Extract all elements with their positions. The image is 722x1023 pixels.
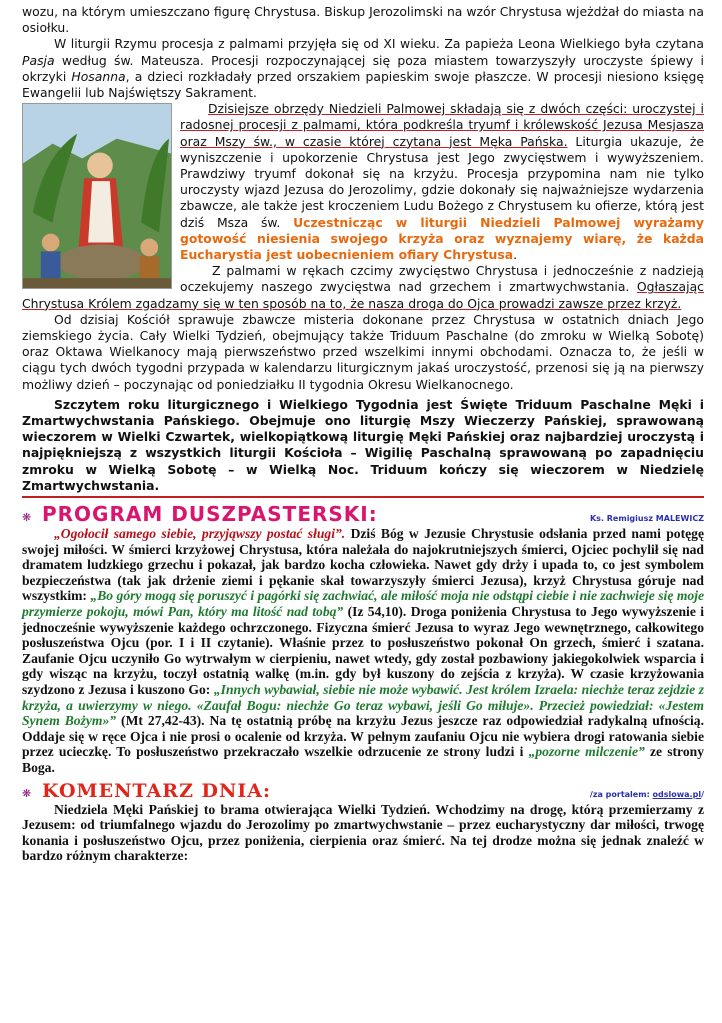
quote-2: „Bo góry mogą się poruszyć i pagórki się zachwiać, ale miłość moja nie odstąpi ciebie i nie zachwieje się moje przymierze pokoju, mówi Pan, który ma litość nad tobą” bbox=[22, 588, 704, 620]
diamond-cross-icon: ❋ bbox=[22, 511, 32, 525]
quote-3: „Innych wybawiał, siebie nie może wybawić. Jest królem Izraela: niechże teraz zejdzie z krzyża, a uwierzymy w niego. «Zaufał Bogu: niechże Go teraz wybawi, jeśli Go miłuje». Przecież powiedział: «Jestem Synem Bożym»” bbox=[22, 682, 704, 729]
diamond-cross-icon: ❋ bbox=[22, 786, 32, 800]
program-header bbox=[22, 502, 704, 526]
quote-1: „Ogołocił samego siebie, przyjąwszy postać sługi”. bbox=[54, 526, 346, 542]
underlined-sentence: Ogłaszając Chrystusa Królem zgadzamy się w ten sposób na to, że nasza droga do Ojca prowadzi zawsze przez krzyż. bbox=[22, 279, 704, 311]
paragraph-1: wozu, na którym umieszczano figurę Chrystusa. Biskup Jerozolimski na wzór Chrystusa wjeżdżał do miasta na osiołku. bbox=[22, 4, 704, 36]
source-link[interactable]: odslowa.pl bbox=[652, 789, 702, 799]
underlined-summary: Dzisiejsze obrzędy Niedzieli Palmowej składają się z dwóch części: uroczystej i radosnej procesji z palmami, która podkreśla tryumf i królewskość Jezusa Mesjasza oraz Mszy św., w czasie której czytana jest Męka Pańska. bbox=[180, 101, 704, 149]
palm-sunday-illustration bbox=[22, 103, 172, 289]
program-author: Ks. Remigiusz MALEWICZ bbox=[589, 514, 704, 524]
paragraph-2: W liturgii Rzymu procesja z palmami przyjęła się od XI wieku. Za papieża Leona Wielkiego była czytana Pasja według św. Mateusza. Procesji rozpoczynającej się poza miastem towarzyszyły uroczyste śpiewy i okrzyki Hosanna, a dzieci rozkładały przed orszakiem papieskim swoje płaszcze. W procesji niesiono księgę Ewangelii lub Najświętszy Sakrament. bbox=[22, 36, 704, 101]
paragraph-5: Od dzisiaj Kościół sprawuje zbawcze misteria dokonane przez Chrystusa w ostatnich dniach Jego ziemskiego życia. Cały Wielki Tydzień, obejmujący także Triduum Paschalne (do zmroku w Wielką Sobotę) oraz Oktawa Wielkanocy mają pierwszeństwo przed wszelkimi innymi obchodami. Oznacza to, że jeśli w ciągu tych dwóch tygodni przypada w kalendarzu liturgicznym jakaś uroczystość, przenosi się ją na pierwszy możliwy dzień – poczynając od poniedziałku II tygodnia Okresu Wielkanocnego. bbox=[22, 311, 704, 392]
komentarz-header bbox=[22, 780, 704, 802]
paragraph-3: Dzisiejsze obrzędy Niedzieli Palmowej składają się z dwóch części: uroczystej i radosnej procesji z palmami, która podkreśla tryumf i królewskość Jezusa Mesjasza oraz Mszy św., w czasie której czytana jest Męka Pańska. Liturgia ukazuje, że wyniszczenie i upokorzenie Chrystusa jest Jego zwycięstwem i wywyższeniem. Prawdziwy tryumf dokonał się na krzyżu. Procesja przypomina nam nie tylko uroczysty wjazd Jezusa do Jerozolimy, gdzie dokonały się najważniejsze wydarzenia zbawcze, ale także jest kroczeniem Ludu Bożego z Chrystusem ku ofierze, którą jest dziś Msza św. Uczestnicząc w liturgii Niedzieli Palmowej wyrażamy gotowość niesienia swojego krzyża oraz wyznajemy wiarę, że każda Eucharystia jest uobecnieniem ofiary Chrystusa. bbox=[22, 101, 704, 263]
paragraph-triduum: Szczytem roku liturgicznego i Wielkiego Tygodnia jest Święte Triduum Paschalne Męki i Zmartwychwstania Pańskiego. Obejmuje ono liturgię Mszy Wieczerzy Pańskiej, sprawowaną wieczorem w Wielki Czwartek, wielkopiątkową liturgię Męki Pańskiej oraz najbardziej uroczystą i najpiękniejszą z wszystkich liturgii Kościoła – Wigilię Paschalną sprawowaną po zapadnięciu zmroku w Wielką Sobotę – w Wielką Noc. Triduum kończy się wieczorem w Niedzielę Zmartwychwstania. bbox=[22, 396, 704, 493]
komentarz-title: KOMENTARZ DNIA: bbox=[42, 779, 272, 802]
paragraph-4: Z palmami w rękach czcimy zwycięstwo Chrystusa i jednocześnie z nadzieją oczekujemy naszego zwycięstwa nad grzechem i zmartwychwstania. Ogłaszając Chrystusa Królem zgadzamy się w ten sposób na to, że nasza droga do Ojca prowadzi zawsze przez krzyż. bbox=[22, 263, 704, 311]
highlight-orange: Uczestnicząc w liturgii Niedzieli Palmowej wyrażamy gotowość niesienia swojego krzyża oraz wyznajemy wiarę, że każda Eucharystia jest uobecnieniem ofiary Chrystusa bbox=[180, 214, 705, 263]
program-title: PROGRAM DUSZPASTERSKI: bbox=[42, 502, 378, 527]
divider bbox=[22, 496, 704, 498]
page bbox=[22, 4, 704, 864]
komentarz-source: /za portalem: odslowa.pl/ bbox=[589, 789, 704, 799]
program-text: „Ogołocił samego siebie, przyjąwszy postać sługi”. Dziś Bóg w Jezusie Chrystusie odsłania przed nami potęgę swojej miłości. W śmierci krzyżowej Chrystusa, która należała do najokrutniejszych śmierci, Ojciec pochylił się nad dramatem ludzkiego grzechu i pokazał, jak bardzo kocha człowieka. Nawet gdy drży i upada to, co jest symbolem bezpieczeństwa (tak jak drżenie ziemi i pękanie skał towarzyszyły śmierci Jezusa), krzyż Chrystusa góruje nad wszystkim: „Bo góry mogą się poruszyć i pagórki się zachwiać, ale miłość moja nie odstąpi ciebie i nie zachwieje się moje przymierze pokoju, mówi Pan, który ma litość nad tobą” (Iz 54,10). Droga poniżenia Chrystusa to Jego wywyższenie i jednocześnie wywyższenie każdego ochrzczonego. Fizyczna śmierć Jezusa to wyraz Jego wewnętrznego, całkowitego posłuszeństwa Ojcu (por. I i II czytanie). Właśnie przez to posłuszeństwo pokonał On grzech, śmierć i szatana. Zaufanie Ojcu uczyniło Go wytrwałym w cierpieniu, nawet wtedy, gdy został pozbawiony jakiegokolwiek wsparcia i gdy wisząc na krzyżu, toczył ostatnią walkę (m.in. gdy był kuszony do zejścia z krzyża). W czasie krzyżowania szydzono z Jezusa i kuszono Go: „Innych wybawiał, siebie nie może wybawić. Jest królem Izraela: niechże teraz zejdzie z krzyża, a uwierzymy w niego. «Zaufał Bogu: niechże Go teraz wybawi, jeśli Go miłuje». Przecież powiedział: «Jestem Synem Bożym»” (Mt 27,42-43). Na tę ostatnią próbę na krzyżu Jezus jeszcze raz odpowiedział radykalną ufnością. Oddaje się w ręce Ojca i nie prosi o ocalenie od krzyża. W pełnym zaufaniu Ojcu nie wybiera drogi ratowania siebie przez ucieczkę. To posłuszeństwo przekraczało wszelkie odrzucenie ze strony ludzi i „pozorne milczenie” ze strony Boga. bbox=[22, 526, 705, 775]
komentarz-text: Niedziela Męki Pańskiej to brama otwierająca Wielki Tydzień. Wchodzimy na drogę, którą przemierzamy z Jezusem: od triumfalnego wjazdu do Jerozolimy po zmartwychwstanie – przez eucharystyczny dar miłości, trwogę konania i posłuszeństwo Ojcu, przez poniżenia, cierpienia oraz śmierć. Na tej drodze można się jednak znaleźć w bardzo różnym charakterze: bbox=[22, 801, 704, 864]
quote-4: „pozorne milczenie” bbox=[528, 744, 645, 760]
